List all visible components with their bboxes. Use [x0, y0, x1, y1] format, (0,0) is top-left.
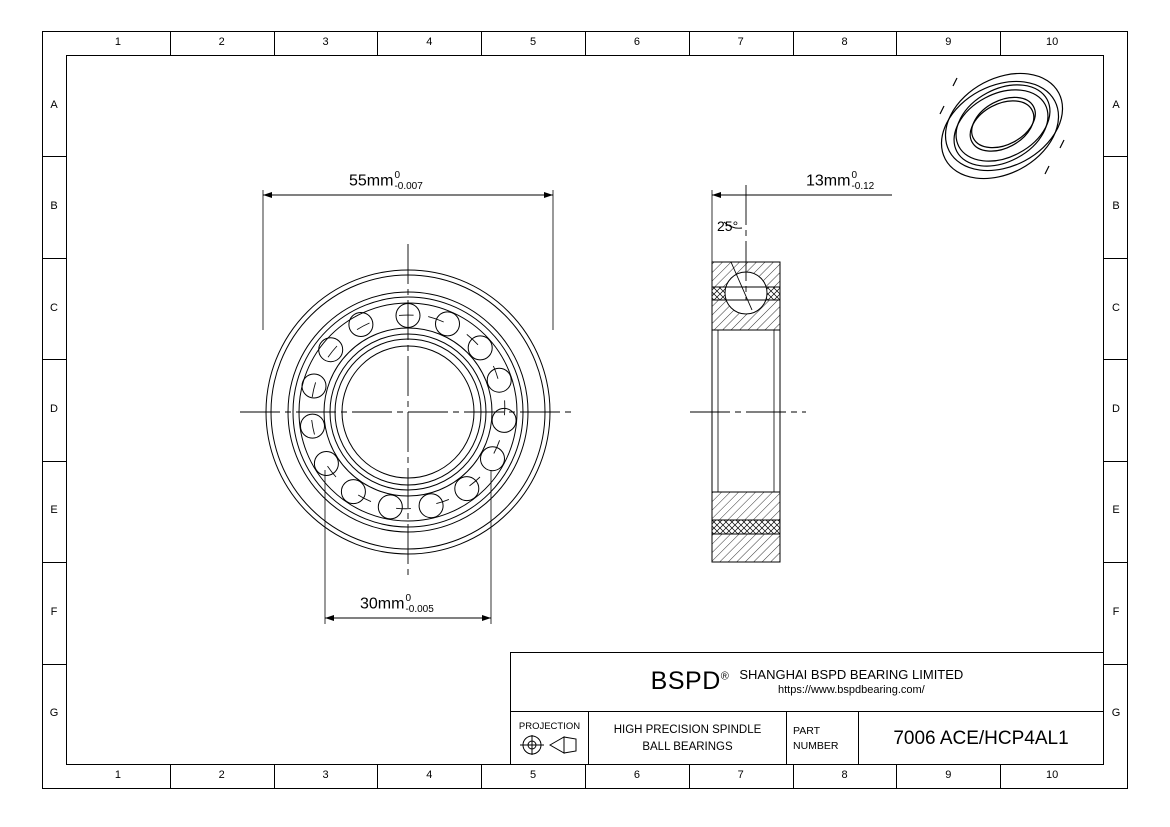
dim-tol-upper-outer: 0 [394, 170, 401, 181]
first-angle-projection-icon [518, 734, 582, 756]
zone-tick-right [1104, 461, 1128, 462]
zone-tick-right [1104, 562, 1128, 563]
dim-label-width [806, 171, 874, 192]
zone-label-col-10: 10 [1045, 769, 1059, 781]
zone-tick-bottom [689, 765, 690, 789]
zone-label-col-8: 8 [841, 36, 848, 48]
zone-tick-left [42, 359, 66, 360]
product-description-line2: BALL BEARINGS [642, 740, 733, 753]
projection-cell [511, 712, 589, 765]
zone-label-row-D: D [50, 403, 58, 415]
zone-label-col-3: 3 [322, 36, 329, 48]
zone-tick-bottom [481, 765, 482, 789]
registered-mark-icon: ® [720, 671, 730, 684]
zone-label-col-2: 2 [218, 36, 225, 48]
zone-tick-top [585, 31, 586, 55]
zone-tick-left [42, 258, 66, 259]
zone-tick-right [1104, 359, 1128, 360]
zone-label-col-9: 9 [945, 769, 952, 781]
product-description-cell [589, 712, 787, 765]
zone-tick-right [1104, 156, 1128, 157]
zone-tick-top [377, 31, 378, 55]
zone-tick-left [42, 461, 66, 462]
zone-label-col-7: 7 [737, 36, 744, 48]
product-description-line1: HIGH PRECISION SPINDLE [613, 724, 762, 737]
zone-label-col-5: 5 [530, 769, 537, 781]
zone-tick-top [274, 31, 275, 55]
zone-label-row-G: G [49, 707, 59, 720]
projection-label: PROJECTION [518, 721, 581, 732]
zone-label-col-6: 6 [633, 36, 640, 48]
zone-label-col-10: 10 [1045, 36, 1059, 48]
dim-tol-lower-bore: -0.005 [405, 603, 434, 615]
zone-label-row-E: E [1112, 504, 1120, 517]
zone-tick-bottom [274, 765, 275, 789]
part-number-label-cell [787, 712, 859, 765]
dim-value-bore-diameter: 30mm [360, 595, 405, 613]
zone-label-row-F: F [50, 605, 58, 618]
part-label-line1: PART [793, 725, 821, 738]
zone-tick-bottom [585, 765, 586, 789]
zone-tick-top [170, 31, 171, 55]
title-block [510, 652, 1104, 765]
zone-label-col-6: 6 [633, 769, 640, 781]
title-block-body [511, 712, 1103, 765]
zone-tick-top [896, 31, 897, 55]
title-block-header [511, 653, 1103, 712]
zone-tick-bottom [170, 765, 171, 789]
company-url[interactable]: https://www.bspdbearing.com/ [777, 684, 925, 697]
zone-label-col-1: 1 [114, 769, 121, 781]
zone-label-col-5: 5 [530, 36, 537, 48]
zone-label-col-4: 4 [426, 769, 433, 781]
zone-label-col-4: 4 [426, 36, 433, 48]
dim-tol-lower-width: -0.12 [851, 180, 875, 192]
zone-tick-top [1000, 31, 1001, 55]
zone-tick-top [689, 31, 690, 55]
zone-tick-bottom [377, 765, 378, 789]
part-label-line2: NUMBER [793, 739, 839, 752]
zone-label-row-F: F [1112, 605, 1120, 618]
zone-label-col-1: 1 [114, 36, 121, 48]
zone-label-row-E: E [50, 504, 58, 517]
brand-logo [651, 667, 730, 696]
zone-label-col-2: 2 [218, 769, 225, 781]
zone-tick-bottom [896, 765, 897, 789]
zone-label-row-C: C [1112, 301, 1120, 314]
zone-label-col-7: 7 [737, 769, 744, 781]
dim-tol-upper-width: 0 [851, 170, 858, 181]
part-number: 7006 ACE/HCP4AL1 [893, 727, 1069, 749]
zone-label-row-D: D [1112, 403, 1120, 415]
dim-label-bore-diameter [360, 594, 434, 615]
zone-label-col-8: 8 [841, 769, 848, 781]
zone-label-row-C: C [50, 301, 58, 314]
dim-label-contact-angle: 25° [717, 218, 739, 234]
zone-label-row-A: A [50, 98, 58, 111]
zone-tick-bottom [1000, 765, 1001, 789]
zone-tick-left [42, 562, 66, 563]
zone-label-col-3: 3 [322, 769, 329, 781]
dim-label-outer-diameter [349, 171, 423, 192]
dim-tol-upper-bore: 0 [405, 593, 412, 604]
zone-tick-top [481, 31, 482, 55]
zone-tick-right [1104, 664, 1128, 665]
dim-value-outer-diameter: 55mm [349, 172, 394, 190]
part-number-value-cell [859, 712, 1103, 765]
zone-label-row-A: A [1112, 98, 1120, 111]
brand-name: BSPD [650, 667, 721, 696]
company-name: SHANGHAI BSPD BEARING LIMITED [739, 666, 964, 682]
zone-tick-bottom [793, 765, 794, 789]
dim-tol-lower-outer: -0.007 [394, 180, 423, 192]
zone-tick-left [42, 664, 66, 665]
zone-label-col-9: 9 [945, 36, 952, 48]
zone-tick-right [1104, 258, 1128, 259]
zone-label-row-B: B [50, 200, 58, 213]
zone-tick-left [42, 156, 66, 157]
zone-label-row-G: G [1111, 707, 1121, 720]
dim-value-width: 13mm [806, 172, 851, 190]
zone-tick-top [793, 31, 794, 55]
zone-label-row-B: B [1112, 200, 1120, 213]
